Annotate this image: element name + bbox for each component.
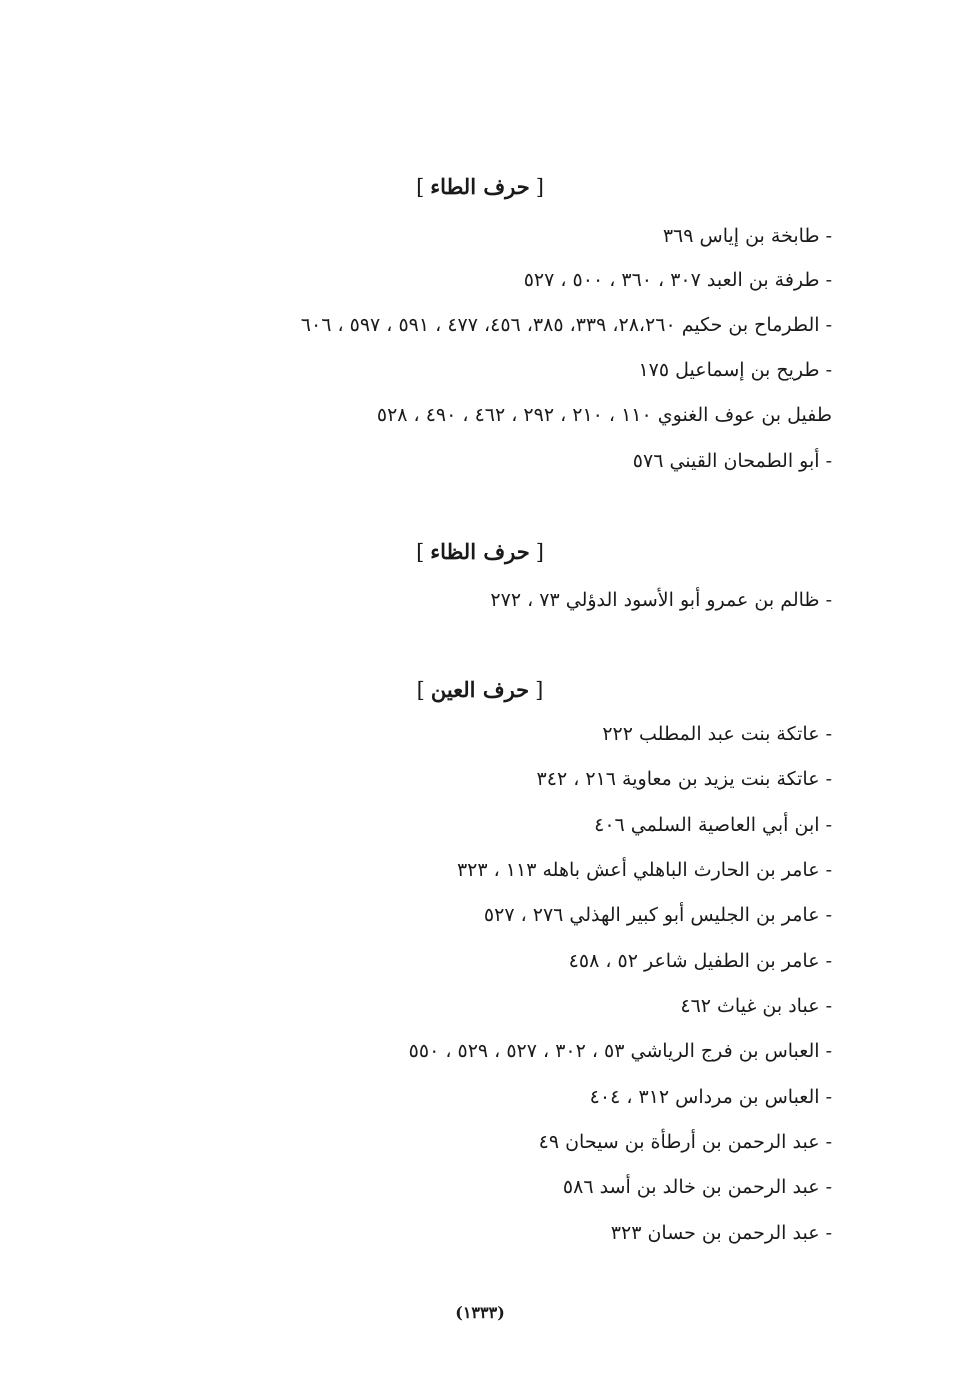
index-entry: - ابن أبي العاصية السلمي ٤٠٦	[594, 814, 832, 836]
bracket-open: [	[535, 175, 544, 199]
index-entry: - عبد الرحمن بن أرطأة بن سيحان ٤٩	[538, 1131, 832, 1153]
section-heading-ayn	[0, 675, 960, 705]
index-entry: - العباس بن مرداس ٣١٢ ، ٤٠٤	[589, 1086, 832, 1108]
bracket-open: [	[535, 540, 544, 564]
bracket-close: ]	[416, 678, 425, 702]
bracket-open: [	[535, 678, 544, 702]
index-entry: - أبو الطمحان القيني ٥٧٦	[632, 450, 832, 472]
index-entry: - عباد بن غياث ٤٦٢	[680, 995, 832, 1017]
bracket-close: ]	[416, 175, 425, 199]
section-heading-zaa	[0, 537, 960, 567]
index-entry: - ظالم بن عمرو أبو الأسود الدؤلي ٧٣ ، ٢٧٢	[490, 589, 832, 611]
section-title: حرف الطاء	[430, 174, 530, 199]
page-number: (١٣٣٣)	[455, 1303, 505, 1322]
index-entry: - عبد الرحمن بن خالد بن أسد ٥٨٦	[562, 1176, 832, 1198]
index-entry: طفيل بن عوف الغنوي ١١٠ ، ٢١٠ ، ٢٩٢ ، ٤٦٢ ، ٤٩٠ ، ٥٢٨	[376, 404, 832, 426]
section-title: حرف الظاء	[430, 539, 530, 564]
bracket-close: ]	[416, 540, 425, 564]
index-entry: - عاتكة بنت عبد المطلب ٢٢٢	[602, 723, 832, 745]
section-heading-taa	[0, 172, 960, 202]
index-entry: - طابخة بن إياس ٣٦٩	[662, 225, 832, 247]
index-entry: - عامر بن الجليس أبو كبير الهذلي ٢٧٦ ، ٥٢٧	[483, 904, 832, 926]
section-title: حرف العين	[430, 677, 530, 702]
index-entry: - العباس بن فرج الرياشي ٥٣ ، ٣٠٢ ، ٥٢٧ ، ٥٢٩ ، ٥٥٠	[408, 1040, 832, 1062]
index-entry: - طريح بن إسماعيل ١٧٥	[638, 359, 832, 381]
index-entry: - عامر بن الطفيل شاعر ٥٢ ، ٤٥٨	[568, 950, 832, 972]
index-entry: - عامر بن الحارث الباهلي أعش باهله ١١٣ ، ٣٢٣	[456, 859, 832, 881]
index-entry: - عبد الرحمن بن حسان ٣٢٣	[610, 1222, 832, 1244]
index-entry: - الطرماح بن حكيم ٢٨،٢٦٠، ٣٣٩، ٣٨٥، ٤٥٦، ٤٧٧ ، ٥٩١ ، ٥٩٧ ، ٦٠٦	[300, 314, 832, 336]
index-entry: - عاتكة بنت يزيد بن معاوية ٢١٦ ، ٣٤٢	[536, 768, 832, 790]
index-entry: - طرفة بن العبد ٣٠٧ ، ٣٦٠ ، ٥٠٠ ، ٥٢٧	[523, 269, 832, 291]
